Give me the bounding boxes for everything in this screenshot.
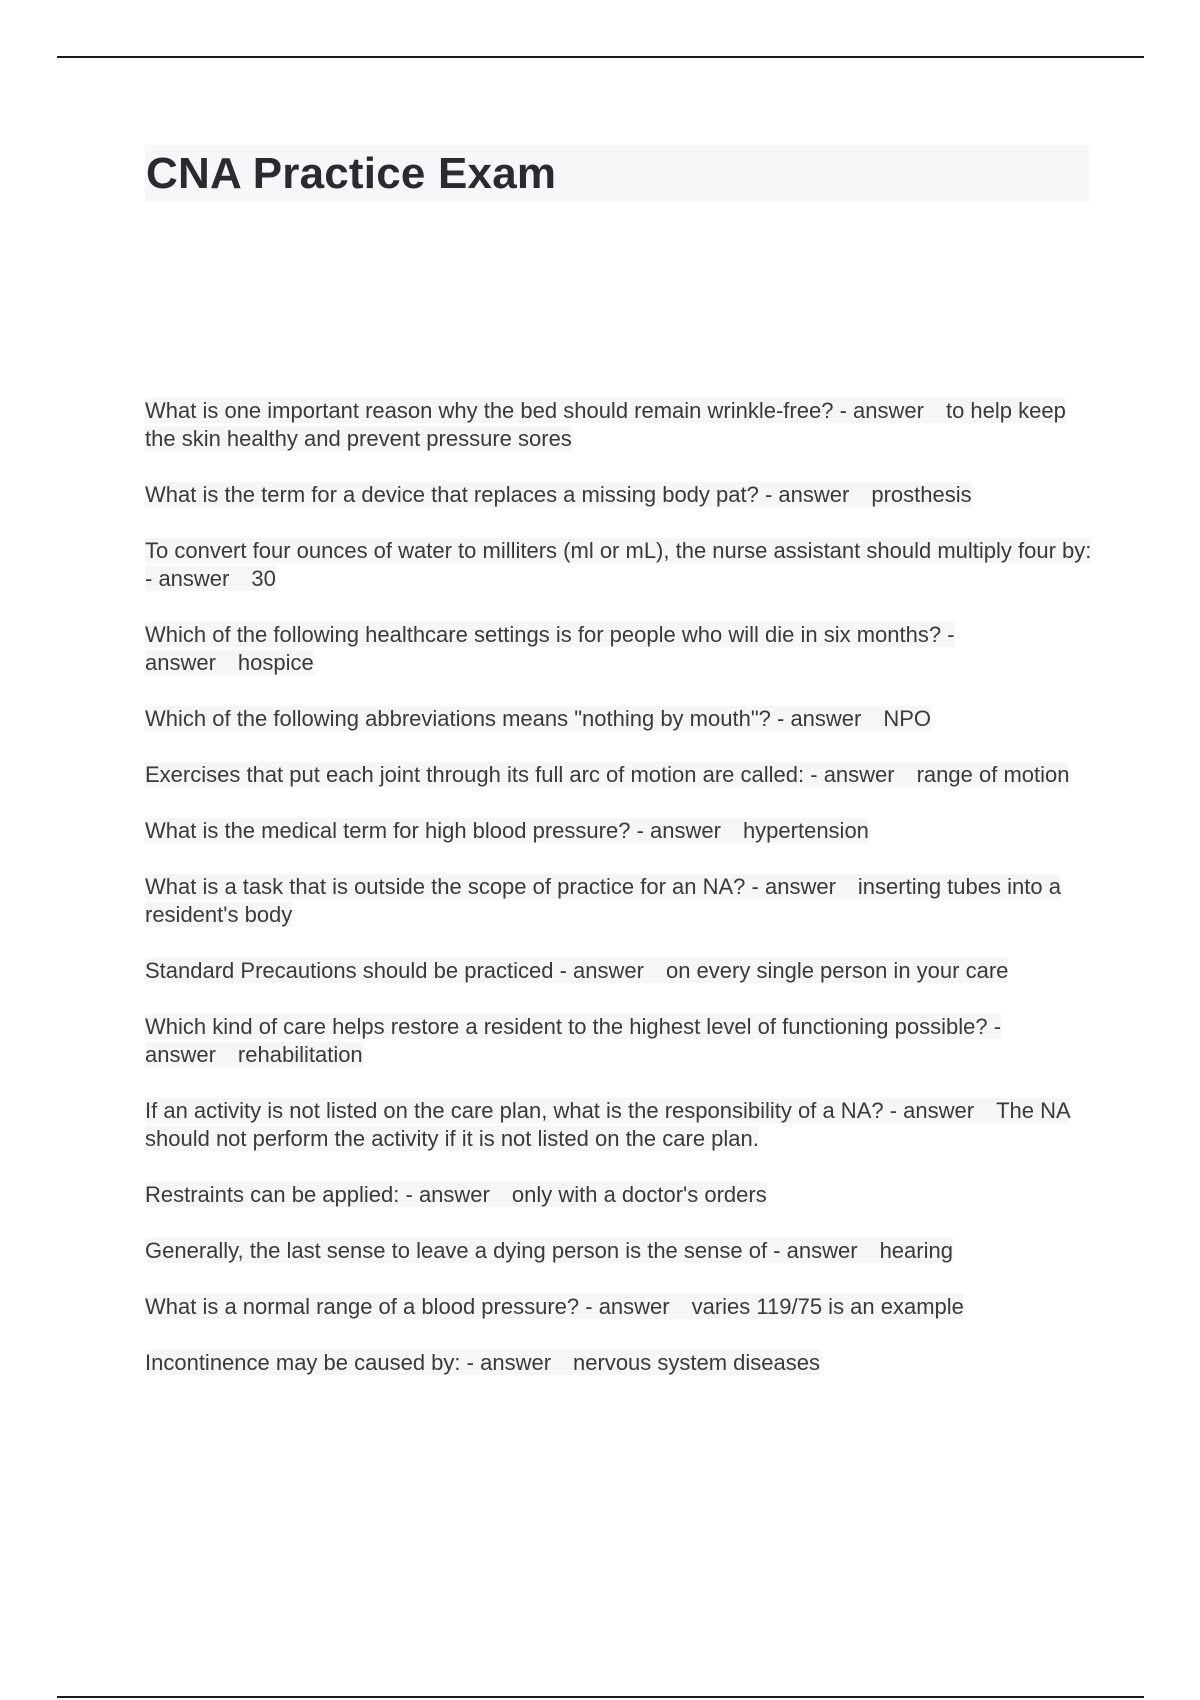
question-item	[145, 481, 1095, 509]
answer-text: inserting tubes into a resident's body	[145, 874, 1061, 927]
answer-separator: - answer	[145, 622, 955, 675]
question-item	[145, 621, 1095, 677]
question-text: What is a normal range of a blood pressure?	[145, 1294, 580, 1319]
question-item	[145, 1013, 1095, 1069]
answer-text: on every single person in your care	[665, 958, 1009, 983]
question-text: What is the term for a device that replaces a missing body pat?	[145, 482, 759, 507]
answer-separator: - answer	[773, 1238, 858, 1263]
question-text: What is the medical term for high blood pressure?	[145, 818, 631, 843]
question-item	[145, 1293, 1095, 1321]
question-text: Restraints can be applied:	[145, 1182, 400, 1207]
answer-separator: - answer	[889, 1098, 975, 1123]
answer-separator: - answer	[145, 566, 230, 591]
question-text: What is one important reason why the bed should remain wrinkle-free?	[145, 398, 834, 423]
question-item	[145, 705, 1095, 733]
question-item	[145, 873, 1095, 929]
question-text: Generally, the last sense to leave a dying person is the sense of	[145, 1238, 768, 1263]
question-item	[145, 537, 1095, 593]
answer-text: to help keep the skin healthy and prevent pressure sores	[145, 398, 1066, 451]
answer-text: only with a doctor's orders	[511, 1182, 767, 1207]
question-item	[145, 1181, 1095, 1209]
question-item	[145, 761, 1095, 789]
answer-text: NPO	[883, 706, 932, 731]
answer-separator: - answer	[636, 818, 721, 843]
answer-separator: - answer	[764, 482, 850, 507]
question-text: Incontinence may be caused by:	[145, 1350, 461, 1375]
page-title: CNA Practice Exam	[146, 149, 557, 198]
answer-separator: - answer	[810, 762, 895, 787]
question-text: Standard Precautions should be practiced	[145, 958, 554, 983]
question-text: What is a task that is outside the scope of practice for an NA?	[145, 874, 746, 899]
question-text: Which of the following abbreviations means "nothing by mouth"?	[145, 706, 771, 731]
question-item	[145, 957, 1095, 985]
answer-separator: - answer	[466, 1350, 552, 1375]
question-text: Which kind of care helps restore a resident to the highest level of functioning possible?	[145, 1014, 988, 1039]
bottom-rule	[57, 1696, 1144, 1698]
top-rule	[57, 56, 1144, 58]
question-text: Exercises that put each joint through its full arc of motion are called:	[145, 762, 805, 787]
answer-text: nervous system diseases	[573, 1350, 821, 1375]
question-item	[145, 1097, 1095, 1153]
question-item	[145, 397, 1095, 453]
answer-separator: - answer	[559, 958, 644, 983]
answer-text: hospice	[237, 650, 314, 675]
question-text: To convert four ounces of water to milliters (ml or mL), the nurse assistant should multiply four by:	[145, 538, 1092, 563]
answer-separator: - answer	[751, 874, 836, 899]
answer-text: rehabilitation	[237, 1042, 363, 1067]
answer-text: prosthesis	[871, 482, 972, 507]
answer-separator: - answer	[145, 1014, 1002, 1067]
question-list	[145, 397, 1095, 1405]
answer-separator: - answer	[777, 706, 862, 731]
answer-text: hypertension	[742, 818, 869, 843]
question-item	[145, 817, 1095, 845]
answer-text: varies 119/75 is an example	[691, 1294, 964, 1319]
answer-text: 30	[251, 566, 276, 591]
answer-separator: - answer	[585, 1294, 670, 1319]
answer-text: The NA should not perform the activity if it is not listed on the care plan.	[145, 1098, 1070, 1151]
answer-text: hearing	[879, 1238, 953, 1263]
question-item	[145, 1349, 1095, 1377]
answer-separator: - answer	[405, 1182, 490, 1207]
question-text: Which of the following healthcare settings is for people who will die in six months?	[145, 622, 942, 647]
answer-text: range of motion	[916, 762, 1070, 787]
answer-separator: - answer	[839, 398, 924, 423]
question-item	[145, 1237, 1095, 1265]
question-text: If an activity is not listed on the care plan, what is the responsibility of a NA?	[145, 1098, 884, 1123]
